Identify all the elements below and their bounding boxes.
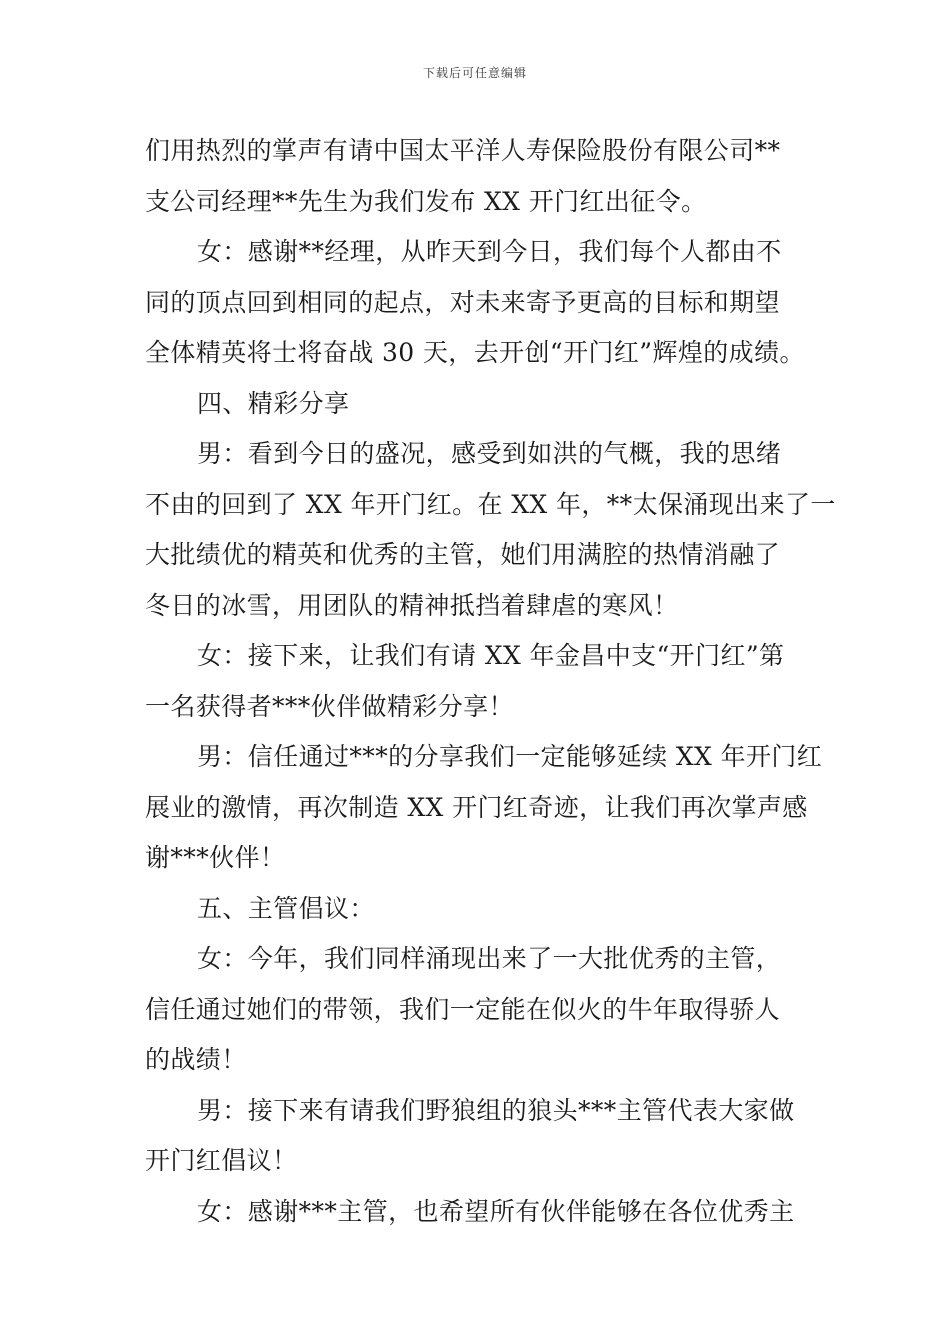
text-line: 女：接下来，让我们有请 XX 年金昌中支“开门红”第 (197, 641, 785, 670)
text-line: 们用热烈的掌声有请中国太平洋人寿保险股份有限公司** (145, 136, 781, 165)
text-line: 女：今年，我们同样涌现出来了一大批优秀的主管， (197, 944, 782, 973)
text-line: 的战绩！ (145, 1045, 247, 1074)
text-line: 四、精彩分享 (197, 388, 350, 418)
text-line: 谢***伙伴！ (145, 843, 286, 872)
text-line: 女：感谢***主管，也希望所有伙伴能够在各位优秀主 (197, 1196, 795, 1226)
text-line: 开门红倡议！ (145, 1146, 298, 1175)
text-line: 展业的激情，再次制造 XX 开门红奇迹，让我们再次掌声感 (145, 792, 808, 822)
text-line: 男：信任通过***的分享我们一定能够延续 XX 年开门红 (197, 742, 823, 771)
header-note: 下载后可任意编辑 (422, 66, 527, 80)
text-line: 支公司经理**先生为我们发布 XX 开门红出征令。 (145, 186, 707, 216)
text-line: 女：感谢**经理，从昨天到今日，我们每个人都由不 (197, 237, 782, 266)
text-line: 大批绩优的精英和优秀的主管，她们用满腔的热情消融了 (145, 540, 781, 569)
text-line: 不由的回到了 XX 年开门红。在 XX 年，**太保涌现出来了一 (145, 489, 836, 519)
text-line: 信任通过她们的带领，我们一定能在似火的牛年取得骄人 (145, 994, 781, 1024)
body-text (145, 126, 836, 1237)
text-line: 全体精英将士将奋战 30 天，去开创“开门红”辉煌的成绩。 (145, 338, 805, 367)
text-line: 一名获得者***伙伴做精彩分享！ (145, 691, 514, 721)
text-line: 同的顶点回到相同的起点，对未来寄予更高的目标和期望 (145, 287, 781, 317)
text-line: 男：看到今日的盛况，感受到如洪的气概，我的思绪 (197, 439, 782, 468)
text-line: 五、主管倡议： (197, 893, 375, 923)
text-line: 男：接下来有请我们野狼组的狼头***主管代表大家做 (197, 1095, 795, 1125)
text-line: 冬日的冰雪，用团队的精神抵挡着肆虐的寒风！ (145, 590, 679, 620)
